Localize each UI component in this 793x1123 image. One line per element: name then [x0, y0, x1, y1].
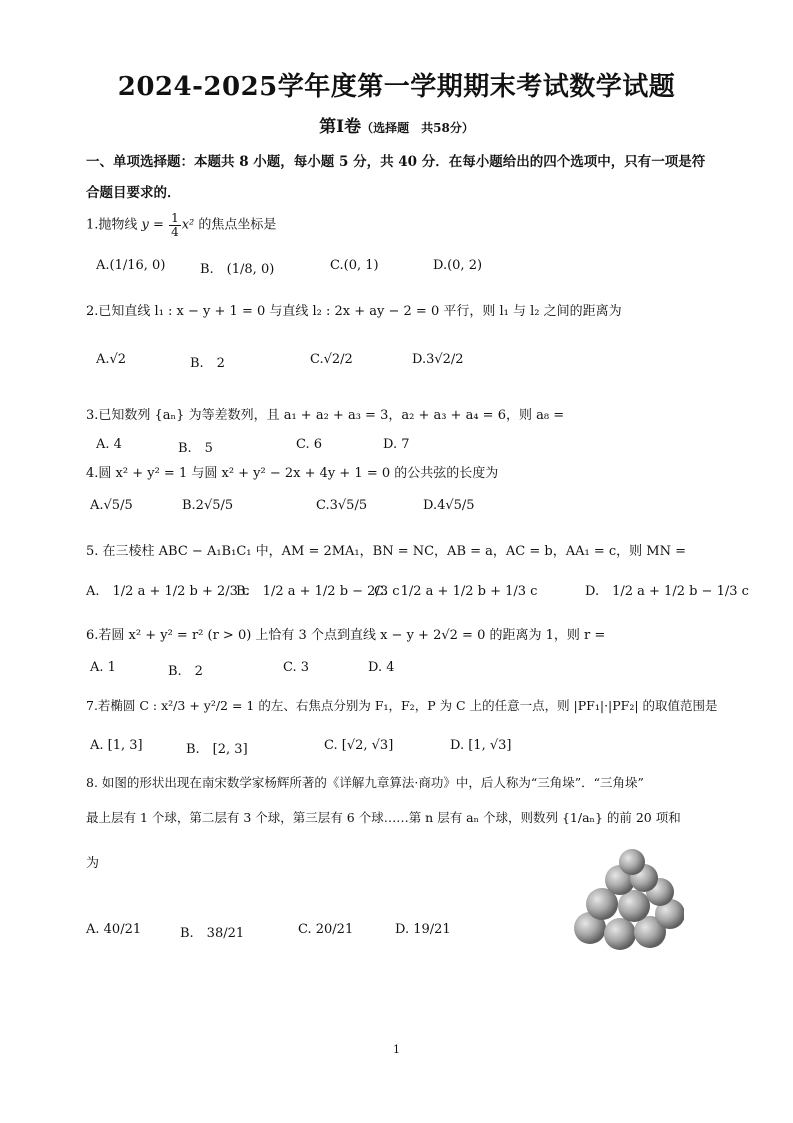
question-7-option-b[interactable]: B. [2, 3] [186, 742, 248, 757]
page-number: 1 [393, 1043, 400, 1056]
question-4-option-a[interactable]: A.√5/5 [90, 498, 133, 513]
question-5-option-a[interactable]: A. 1/2 a + 1/2 b + 2/3 c [86, 584, 250, 599]
question-6-option-d[interactable]: D. 4 [368, 660, 395, 675]
volume-note: （选择题 共58分） [361, 121, 474, 135]
question-8-stem-line3: 为 [86, 856, 100, 871]
question-8-stem-line2: 最上层有 1 个球，第二层有 3 个球，第三层有 6 个球……第 n 层有 aₙ 个球，则数列 {1/aₙ} 的前 20 项和 [86, 810, 681, 825]
question-3-option-d[interactable]: D. 7 [383, 437, 410, 452]
triangular-ball-stack-image [572, 848, 684, 960]
section-instructions-line2: 合题目要求的． [86, 185, 181, 201]
question-2-stem: 2.已知直线 l₁ : x − y + 1 = 0 与直线 l₂ : 2x + ay − 2 = 0 平行，则 l₁ 与 l₂ 之间的距离为 [86, 304, 622, 319]
question-7-option-a[interactable]: A. [1, 3] [90, 738, 143, 753]
question-7-stem: 7.若椭圆 C : x²/3 + y²/2 = 1 的左、右焦点分别为 F₁，F₂，P 为 C 上的任意一点，则 |PF₁|·|PF₂| 的取值范围是 [86, 698, 718, 713]
section-instructions-line1: 一、单项选择题：本题共 8 小题，每小题 5 分，共 40 分．在每小题给出的四个选项中，只有一项是符 [86, 154, 706, 170]
page-title: 2024-2025学年度第一学期期末考试数学试题 [117, 72, 676, 102]
question-8-option-a[interactable]: A. 40/21 [86, 922, 142, 937]
question-4-option-d[interactable]: D.4√5/5 [423, 498, 475, 513]
question-5-option-b[interactable]: B. 1/2 a + 1/2 b − 2/3 c [236, 584, 400, 599]
question-5-option-c[interactable]: C. 1/2 a + 1/2 b + 1/3 c [374, 584, 538, 599]
question-3-option-a[interactable]: A. 4 [96, 437, 122, 452]
question-5-option-d[interactable]: D. 1/2 a + 1/2 b − 1/3 c [585, 584, 749, 599]
question-1-option-b[interactable]: B. (1/8, 0) [200, 262, 275, 277]
question-2-option-d[interactable]: D.3√2/2 [412, 352, 464, 367]
question-2-option-b[interactable]: B. 2 [190, 356, 225, 371]
question-1-stem: 1.抛物线 y = $\frac{1}{4}$ x² 的焦点坐标是 [86, 211, 277, 239]
ball [618, 890, 650, 922]
question-4-option-c[interactable]: C.3√5/5 [316, 498, 368, 513]
question-2-option-c[interactable]: C.√2/2 [310, 352, 353, 367]
ball [619, 849, 645, 875]
question-3-stem: 3.已知数列 {aₙ} 为等差数列，且 a₁ + a₂ + a₃ = 3，a₂ + a₃ + a₄ = 6，则 a₈ = [86, 408, 565, 423]
question-6-option-c[interactable]: C. 3 [283, 660, 310, 675]
question-3-option-b[interactable]: B. 5 [178, 441, 213, 456]
question-1-option-d[interactable]: D.(0, 2) [433, 258, 483, 273]
question-8-option-c[interactable]: C. 20/21 [298, 922, 354, 937]
question-4-option-b[interactable]: B.2√5/5 [182, 498, 234, 513]
question-6-option-a[interactable]: A. 1 [90, 660, 116, 675]
question-8-option-d[interactable]: D. 19/21 [395, 922, 451, 937]
question-6-option-b[interactable]: B. 2 [168, 664, 203, 679]
question-2-option-a[interactable]: A.√2 [96, 352, 127, 367]
ball [604, 918, 636, 950]
question-1-option-a[interactable]: A.(1/16, 0) [96, 258, 166, 273]
question-8-stem-line1: 8. 如图的形状出现在南宋数学家杨辉所著的《详解九章算法·商功》中，后人称为“三角垛”．“三角垛” [86, 775, 644, 790]
question-3-option-c[interactable]: C. 6 [296, 437, 323, 452]
question-5-stem: 5. 在三棱柱 ABC − A₁B₁C₁ 中，AM = 2MA₁，BN = NC，AB = a，AC = b，AA₁ = c，则 MN = [86, 544, 686, 559]
question-1-option-c[interactable]: C.(0, 1) [330, 258, 379, 273]
question-7-option-d[interactable]: D. [1, √3] [450, 738, 512, 753]
question-8-option-b[interactable]: B. 38/21 [180, 926, 245, 941]
question-7-option-c[interactable]: C. [√2, √3] [324, 738, 394, 753]
volume-label: 第Ⅰ卷 [319, 117, 362, 137]
question-4-stem: 4.圆 x² + y² = 1 与圆 x² + y² − 2x + 4y + 1 = 0 的公共弦的长度为 [86, 466, 499, 481]
question-6-stem: 6.若圆 x² + y² = r² (r > 0) 上恰有 3 个点到直线 x − y + 2√2 = 0 的距离为 1，则 r = [86, 628, 606, 643]
section-header [0, 112, 793, 137]
